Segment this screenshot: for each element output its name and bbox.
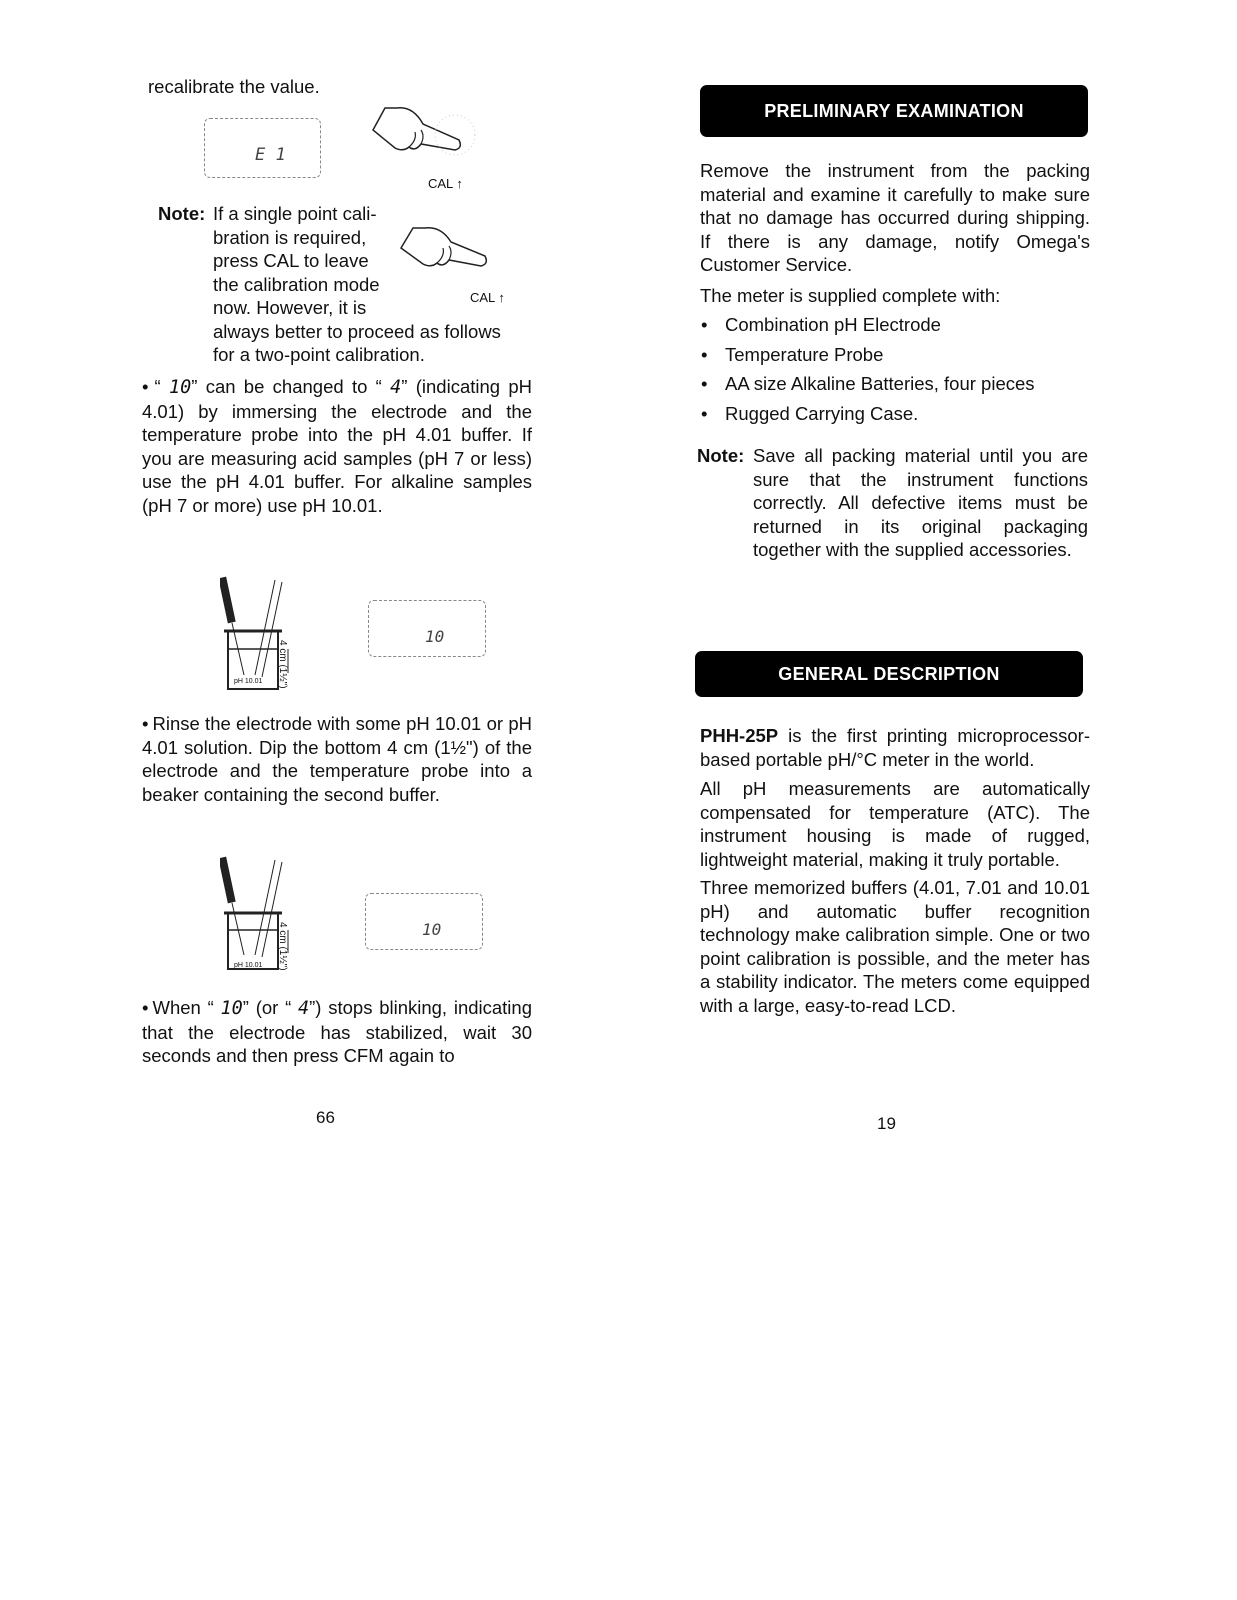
- cal-button-label: CAL ↑: [428, 176, 463, 191]
- bullet-paragraph: • When “ 10” (or “ 4”) stops blinking, indicating that the electrode has stabilized, wait 30 seconds and then press CFM again to: [142, 997, 532, 1066]
- section-header-general: GENERAL DESCRIPTION: [695, 651, 1083, 697]
- lcd-display-icon: [368, 600, 486, 657]
- supplied-items-list: [695, 310, 1090, 428]
- intro-text: recalibrate the value.: [148, 76, 320, 97]
- lcd-readout-blinking: 10: [422, 920, 442, 939]
- lcd-display-icon: [204, 118, 321, 178]
- description-paragraph: All pH measurements are automatically compensated for temperature (ATC). The instrument housing is made of rugged, lightweight material, making it truly portable.: [700, 778, 1090, 870]
- list-item: • Temperature Probe: [695, 340, 1090, 370]
- bullet-paragraph: • Rinse the electrode with some pH 10.01 or pH 4.01 solution. Dip the bottom 4 cm (1½") of the electrode and the temperature probe into a beaker containing the second buffer.: [142, 713, 532, 805]
- section-header-preliminary: PRELIMINARY EXAMINATION: [700, 85, 1088, 137]
- note-line: If a single point cali-: [213, 203, 377, 224]
- beaker-electrode-icon: [220, 575, 320, 690]
- note-text: Save all packing material until you are sure that the instrument functions correctly. All defective items must be returned in its original packaging together with the supplied accessories.: [753, 445, 1088, 560]
- supplied-intro: The meter is supplied complete with:: [700, 285, 1001, 306]
- list-item: • Combination pH Electrode: [695, 310, 1090, 340]
- bullet-paragraph: • “ 10” can be changed to “ 4” (indicating pH 4.01) by immersing the electrode and the temperature probe into the pH 4.01 buffer. If you are measuring acid samples (pH 7 or less) use the pH 4.01 buffer. For alkaline samples (pH 7 or more) use pH 10.01.: [142, 376, 533, 516]
- pointing-hand-icon: [365, 100, 485, 175]
- preliminary-paragraph: Remove the instrument from the packing material and examine it carefully to make sure that no damage has occurred during shipping. If there is any damage, notify Omega's Customer Service.: [700, 160, 1090, 275]
- note-line: bration is required,: [213, 226, 367, 248]
- lcd-readout-blinking: 10: [425, 627, 445, 646]
- beaker-label: pH 10.01: [234, 962, 263, 969]
- note-label: Note:: [697, 445, 745, 466]
- beaker-label: pH 10.01: [234, 678, 263, 685]
- model-name: PHH-25P: [700, 725, 779, 746]
- lcd-readout: E 1: [255, 145, 286, 165]
- page-number: 66: [316, 1108, 335, 1127]
- note-line: now. However, it is: [213, 297, 367, 318]
- note-line: press CAL to leave: [213, 250, 369, 271]
- cal-button-label: CAL ↑: [470, 290, 505, 305]
- page-number: 19: [877, 1114, 896, 1133]
- description-paragraph: PHH-25P is the first printing microprocessor-based portable pH/°C meter in the world.: [700, 725, 1090, 770]
- list-item: • AA size Alkaline Batteries, four pieces: [695, 369, 1090, 399]
- pointing-hand-icon: [395, 222, 515, 287]
- depth-label: 4 cm (1½"): [277, 640, 288, 689]
- depth-label: 4 cm (1½"): [277, 922, 288, 971]
- beaker-electrode-icon: [220, 855, 320, 970]
- lcd-display-icon: [365, 893, 483, 950]
- note-line: the calibration mode: [213, 273, 380, 295]
- description-paragraph: Three memorized buffers (4.01, 7.01 and 10.01 pH) and automatic buffer recognition technology make calibration simple. One or two point calibration is possible, and the meter has a stability indicator. The meters come equipped with a large, easy-to-read LCD.: [700, 877, 1090, 1016]
- note-line: for a two-point calibration.: [213, 344, 425, 365]
- note-label: Note:: [158, 203, 206, 224]
- list-item: • Rugged Carrying Case.: [695, 399, 1090, 429]
- note-line: always better to proceed as follows: [213, 320, 501, 342]
